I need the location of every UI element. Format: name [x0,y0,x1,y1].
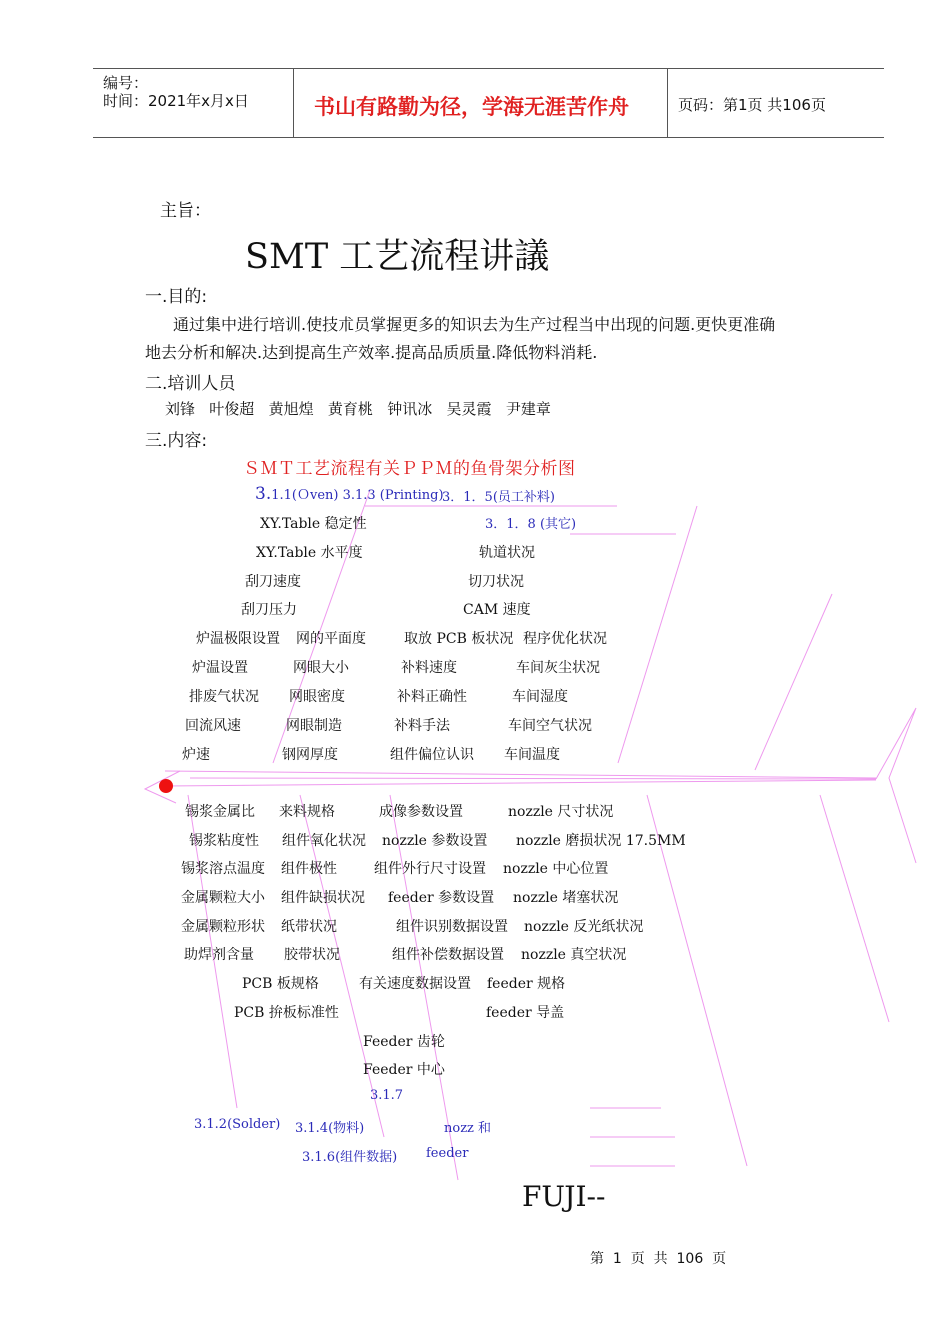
cause-item: 刮刀压力 [241,602,297,618]
category-label-oven [255,484,444,504]
cause-item: 有关速度数据设置 [359,976,471,992]
cause-item: 网眼密度 [289,689,345,705]
cause-item: 金属颗粒大小 [181,890,265,906]
cause-item: XY.Table 稳定性 [260,516,367,532]
cause-item: CAM 速度 [463,602,531,618]
cause-item: nozzle 反光纸状况 [524,919,644,935]
diagram-title: ＳＭＴ工艺流程有关ＰＰＭ的鱼骨架分析图 [243,459,576,479]
cause-item: 金属颗粒形状 [181,919,265,935]
spine-line-3 [190,778,876,779]
cause-item: PCB 板规格 [242,976,319,992]
cause-item: feeder 导盖 [486,1005,565,1021]
cause-item: 刮刀速度 [245,574,301,590]
cause-item: 切刀状况 [468,574,524,590]
cause-item: 补料手法 [394,718,450,734]
section-1-heading: 一.目的: [145,287,208,307]
section-1-line-2: 地去分析和解决.达到提高生产效率.提高品质质量.降低物料消耗. [145,343,598,362]
cause-item: 组件补偿数据设置 [392,947,504,963]
cause-item: 成像参数设置 [379,804,463,820]
cause-item: 组件偏位认识 [390,747,474,763]
cause-item: 车间灰尘状况 [516,660,600,676]
category-label-component-data: 3.1.6(组件数据) [302,1150,398,1165]
cause-item: feeder 参数设置 [388,890,495,906]
page-title: SMT 工艺流程讲議 [245,237,550,277]
category-label-317: 3.1.7 [370,1088,404,1103]
header-motto: 书山有路勤为径，学海无涯苦作舟 [314,95,629,119]
category-label-other: 3．1．8 (其它) [485,517,577,532]
brand-text: FUJI-- [522,1180,606,1213]
spine-line [165,771,876,778]
cause-item: 锡浆溶点温度 [181,861,265,877]
bone-lower-5 [820,795,889,1022]
spine-line-2 [165,780,876,786]
cause-item: 轨道状况 [479,545,535,561]
cause-item: 车间空气状况 [508,718,592,734]
cause-item: nozzle 参数设置 [382,833,488,849]
cause-item: 车间温度 [504,747,560,763]
cause-item: 组件极性 [281,861,337,877]
header-page-label: 页码：第1页 共106页 [678,96,826,114]
cause-item: 回流风速 [185,718,241,734]
cause-item: 胶带状况 [284,947,340,963]
cause-item: 炉速 [182,747,210,763]
section-3-heading: 三.内容: [145,431,208,451]
cause-item: 来料规格 [279,804,335,820]
cause-item: PCB 拚板标准性 [234,1005,339,1021]
category-label-feeder: feeder [426,1146,469,1161]
cause-item: Feeder 齿轮 [363,1034,445,1050]
cause-item: 组件缺损状况 [281,890,365,906]
cause-item: 纸带状况 [281,919,337,935]
cause-item: 补料速度 [401,660,457,676]
category-label-solder: 3.1.2(Solder) [194,1117,281,1132]
cause-item: 程序优化状况 [523,631,607,647]
cause-item: 网眼大小 [293,660,349,676]
cause-item: nozzle 磨损状况 17.5MM [516,833,686,849]
cause-item: 炉温极限设置 [196,631,280,647]
bone-lower-4 [647,795,747,1166]
cause-item: nozzle 真空状况 [521,947,627,963]
section-2-heading: 二.培训人员 [145,374,236,394]
footer-page-number: 第 1 页 共 106 页 [590,1251,727,1267]
cause-item: 网眼制造 [286,718,342,734]
cause-item: 组件外行尺寸设置 [374,861,486,877]
section-1-line-1: 通过集中进行培训.使技朮员掌握更多的知识去为生产过程当中出现的问题.更快更准确 [173,315,776,334]
cause-item: 组件识别数据设置 [396,919,508,935]
cause-item: 炉温设置 [192,660,248,676]
trainee-list: 刘锋 叶俊超 黄旭煌 黄育桃 钟讯冰 吴灵霞 尹建章 [165,400,551,418]
purpose-label: 主旨： [160,201,211,221]
cause-item: nozzle 堵塞状况 [513,890,619,906]
cause-item: 网的平面度 [296,631,366,647]
cause-item: Feeder 中心 [363,1062,445,1078]
bone-upper-3 [755,594,832,770]
cause-item: feeder 规格 [487,976,566,992]
cause-item: 锡浆粘度性 [189,833,259,849]
cause-item: XY.Table 水平度 [256,545,363,561]
cause-item: 钢网厚度 [282,747,338,763]
category-label-nozzle: nozz 和 [444,1121,492,1136]
bone-upper-2 [618,506,697,763]
category-label-oven-prefix: 3. [255,484,272,504]
cause-item: 助焊剂含量 [184,947,254,963]
category-label-material: 3.1.4(物料) [295,1121,365,1136]
cause-item: nozzle 中心位置 [503,861,609,877]
cause-item: 排废气状况 [189,689,259,705]
category-label-oven-text: 1.1(Ｏven) 3.1.3 (Printing) [271,488,444,503]
category-label-staff: 3．1．5(员工补料) [442,490,555,505]
cause-item: 锡浆金属比 [185,804,255,820]
cause-item: 车间湿度 [512,689,568,705]
cause-item: nozzle 尺寸状况 [508,804,614,820]
fish-eye-dot [159,779,173,793]
number-label: 编号： [103,74,149,92]
cause-item: 组件氧化状况 [282,833,366,849]
time-label: 时间：2021年x月x日 [103,92,249,110]
cause-item: 取放 PCB 板状况 [404,631,514,647]
fish-head [876,708,916,863]
cause-item: 补料正确性 [397,689,467,705]
